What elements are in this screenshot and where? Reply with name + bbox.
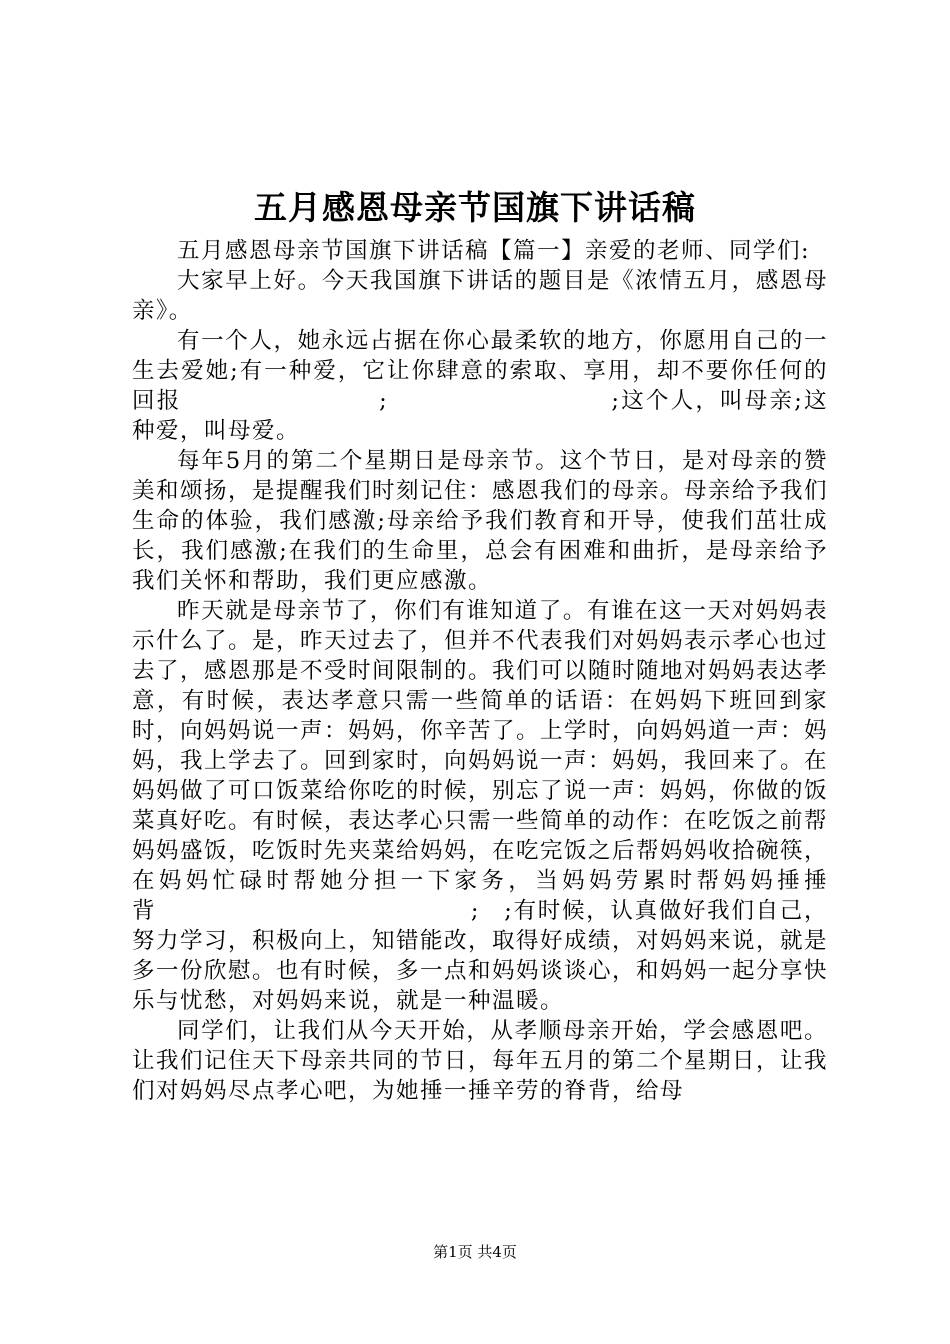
page-footer: 第1页 共4页 bbox=[433, 1243, 517, 1261]
paragraph-1: 五月感恩母亲节国旗下讲话稿【篇一】亲爱的老师、同学们: bbox=[177, 238, 811, 264]
paragraph-2: 大家早上好。今天我国旗下讲话的题目是《浓情五月，感恩母亲》。 bbox=[132, 268, 828, 324]
document-body bbox=[132, 236, 828, 1106]
document-title: 五月感恩母亲节国旗下讲话稿 bbox=[254, 188, 696, 227]
paragraph-4: 每年5月的第二个星期日是母亲节。这个节日，是对母亲的赞美和颂扬，是提醒我们时刻记住：感恩我们的母亲。母亲给予我们生命的体验，我们感激;母亲给予我们教育和开导，使我们茁壮成长，我们感激;在我们的生命里，总会有困难和曲折，是母亲给予我们关怀和帮助，我们更应感激。 bbox=[132, 448, 829, 594]
paragraph-6: 同学们，让我们从今天开始，从孝顺母亲开始，学会感恩吧。让我们记住天下母亲共同的节日，每年五月的第二个星期日，让我们对妈妈尽点孝心吧，为她捶一捶辛劳的脊背，给母 bbox=[132, 1018, 829, 1104]
paragraph-3: 有一个人，她永远占据在你心最柔软的地方，你愿用自己的一生去爱她;有一种爱，它让你肆意的索取、享用，却不要你任何的回报 ; ;这个人，叫母亲;这种爱，叫母爱。 bbox=[132, 328, 828, 444]
paragraph-5: 昨天就是母亲节了，你们有谁知道了。有谁在这一天对妈妈表示什么了。是，昨天过去了，但并不代表我们对妈妈表示孝心也过去了，感恩那是不受时间限制的。我们可以随时随地对妈妈表达孝意，有时候，表达孝意只需一些简单的话语：在妈妈下班回到家时，向妈妈说一声：妈妈，你辛苦了。上学时，向妈妈道一声：妈妈，我上学去了。回到家时，向妈妈说一声：妈妈，我回来了。在妈妈做了可口饭菜给你吃的时候，别忘了说一声：妈妈，你做的饭菜真好吃。有时候，表达孝心只需一些简单的动作：在吃饭之前帮妈妈盛饭，吃饭时先夹菜给妈妈，在吃完饭之后帮妈妈收拾碗筷，在妈妈忙碌时帮她分担一下家务，当妈妈劳累时帮妈妈捶捶背 ; ;有时候，认真做好我们自己，努力学习，积极向上，知错能改，取得好成绩，对妈妈来说，就是多一份欣慰。也有时候，多一点和妈妈谈谈心，和妈妈一起分享快乐与忧愁，对妈妈来说，就是一种温暖。 bbox=[132, 598, 829, 1014]
